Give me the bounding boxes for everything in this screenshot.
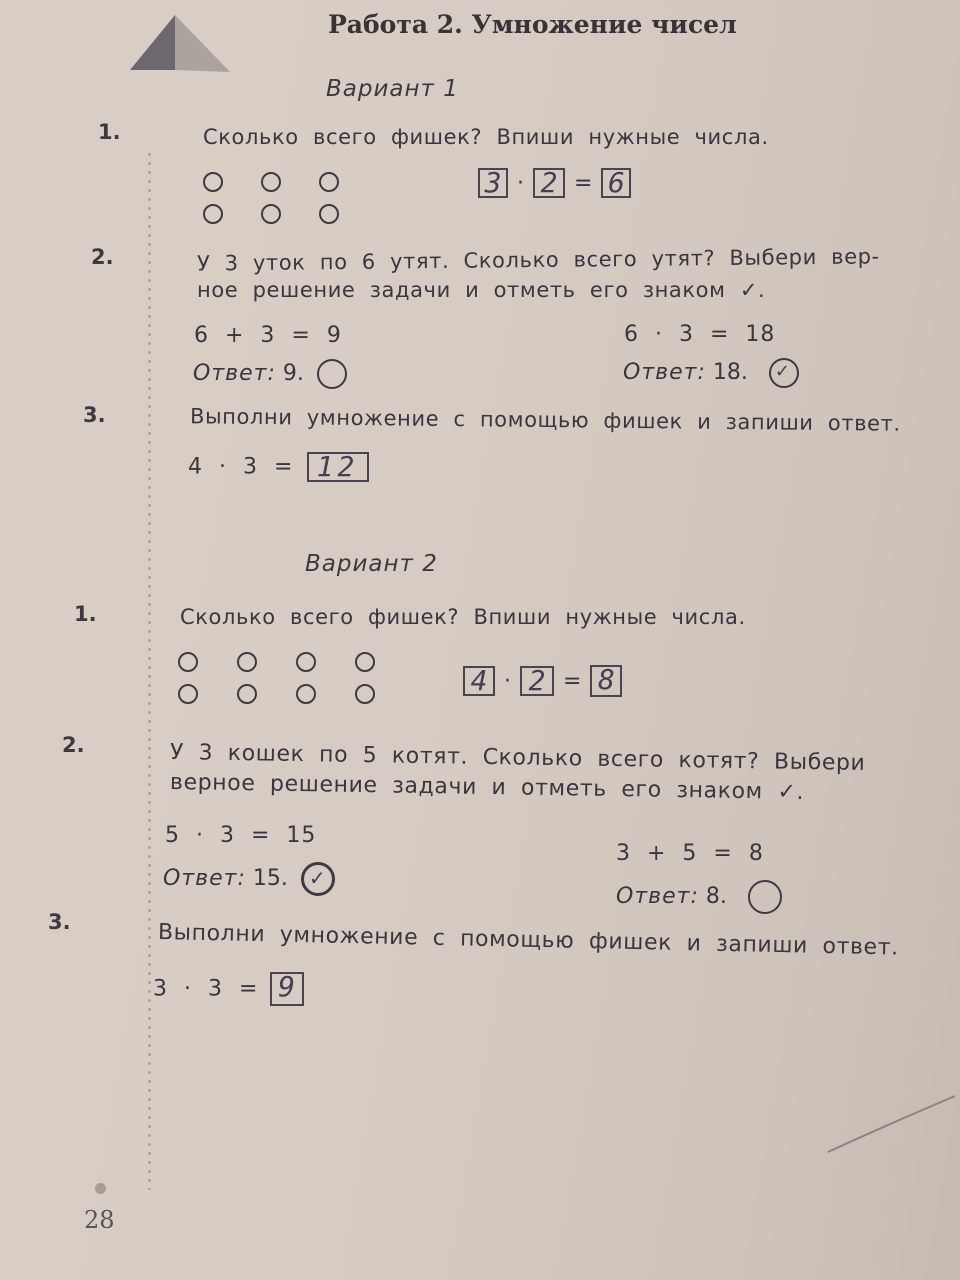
chip: [355, 652, 375, 672]
chips-group: [203, 172, 339, 224]
times-sign: ·: [504, 668, 511, 694]
multiplication-equation: [188, 452, 369, 482]
pencil-stroke: [820, 1090, 960, 1160]
answer-value: 18.: [712, 360, 748, 385]
check-circle[interactable]: [317, 359, 347, 389]
task-text-line2: верное решение задачи и отметь его знаком ✓.: [169, 770, 805, 805]
equals-sign: =: [563, 668, 582, 694]
chip: [296, 684, 316, 704]
option-expression: 6 · 3 = 18: [624, 322, 776, 347]
chip: [296, 652, 316, 672]
task-text: Выполни умножение с помощью фишек и запиши ответ.: [189, 404, 901, 436]
answer-label: Ответ:: [193, 361, 276, 386]
variant-2-heading: Вариант 2: [305, 551, 438, 577]
task-number: 1.: [74, 602, 97, 626]
task-text: Выполни умножение с помощью фишек и запиши ответ.: [157, 920, 899, 961]
option-answer: [193, 359, 347, 389]
checkmark-icon: ✓: [308, 866, 326, 890]
answer-box[interactable]: 2: [533, 168, 565, 198]
task-text-line1: У 3 кошек по 5 котят. Сколько всего котят? Выбери: [169, 740, 866, 776]
task-number: 2.: [62, 733, 85, 757]
chip: [319, 172, 339, 192]
equals-sign: =: [574, 170, 593, 196]
chip: [261, 172, 281, 192]
corner-ornament: [120, 10, 240, 80]
chip: [203, 204, 223, 224]
answer-box[interactable]: 12: [307, 452, 369, 482]
answer-box[interactable]: 3: [478, 168, 508, 198]
answer-value: 15.: [252, 866, 288, 891]
task-number: 3.: [83, 403, 106, 427]
answer-value: 9.: [282, 361, 304, 386]
chip: [178, 684, 198, 704]
option-answer: [616, 880, 782, 914]
chip: [237, 652, 257, 672]
answer-label: Ответ:: [163, 866, 246, 891]
margin-dot: [95, 1183, 106, 1194]
answer-label: Ответ:: [616, 884, 699, 909]
multiplication-equation: [153, 972, 304, 1006]
chip: [237, 684, 257, 704]
answer-box[interactable]: 9: [270, 972, 304, 1006]
multiplication-equation: [478, 168, 631, 198]
answer-box[interactable]: 6: [601, 168, 631, 198]
expression: 3 · 3 =: [153, 976, 259, 1002]
check-circle[interactable]: [301, 862, 335, 896]
variant-1-heading: Вариант 1: [326, 76, 459, 102]
answer-box[interactable]: 8: [590, 665, 622, 697]
times-sign: ·: [517, 170, 524, 196]
chip: [355, 684, 375, 704]
option-expression: 5 · 3 = 15: [165, 823, 317, 848]
option-expression: 3 + 5 = 8: [616, 841, 764, 866]
option-answer: [623, 358, 799, 388]
option-expression: 6 + 3 = 9: [194, 323, 342, 348]
option-answer: [163, 862, 335, 896]
margin-dotted-line: [148, 150, 151, 1190]
task-text-line2: ное решение задачи и отметь его знаком ✓.: [197, 278, 766, 302]
page-number: 28: [84, 1206, 115, 1234]
answer-box[interactable]: 2: [520, 666, 554, 696]
task-number: 2.: [91, 245, 114, 269]
answer-value: 8.: [705, 884, 727, 909]
task-number: 1.: [98, 120, 121, 144]
check-circle[interactable]: [748, 880, 782, 914]
chip: [203, 172, 223, 192]
task-text: Сколько всего фишек? Впиши нужные числа.: [203, 125, 769, 149]
task-number: 3.: [48, 910, 71, 934]
checkmark-icon: ✓: [774, 361, 790, 382]
chips-group: [178, 652, 375, 704]
multiplication-equation: [463, 665, 622, 697]
chip: [319, 204, 339, 224]
chip: [178, 652, 198, 672]
page-title: Работа 2. Умножение чисел: [328, 10, 737, 39]
answer-box[interactable]: 4: [463, 666, 495, 696]
check-circle[interactable]: [769, 358, 799, 388]
task-text: Сколько всего фишек? Впиши нужные числа.: [180, 605, 746, 629]
task-text-line1: У 3 уток по 6 утят. Сколько всего утят? Выбери вер-: [196, 244, 880, 276]
answer-label: Ответ:: [623, 360, 706, 385]
chip: [261, 204, 281, 224]
expression: 4 · 3 =: [188, 454, 294, 480]
